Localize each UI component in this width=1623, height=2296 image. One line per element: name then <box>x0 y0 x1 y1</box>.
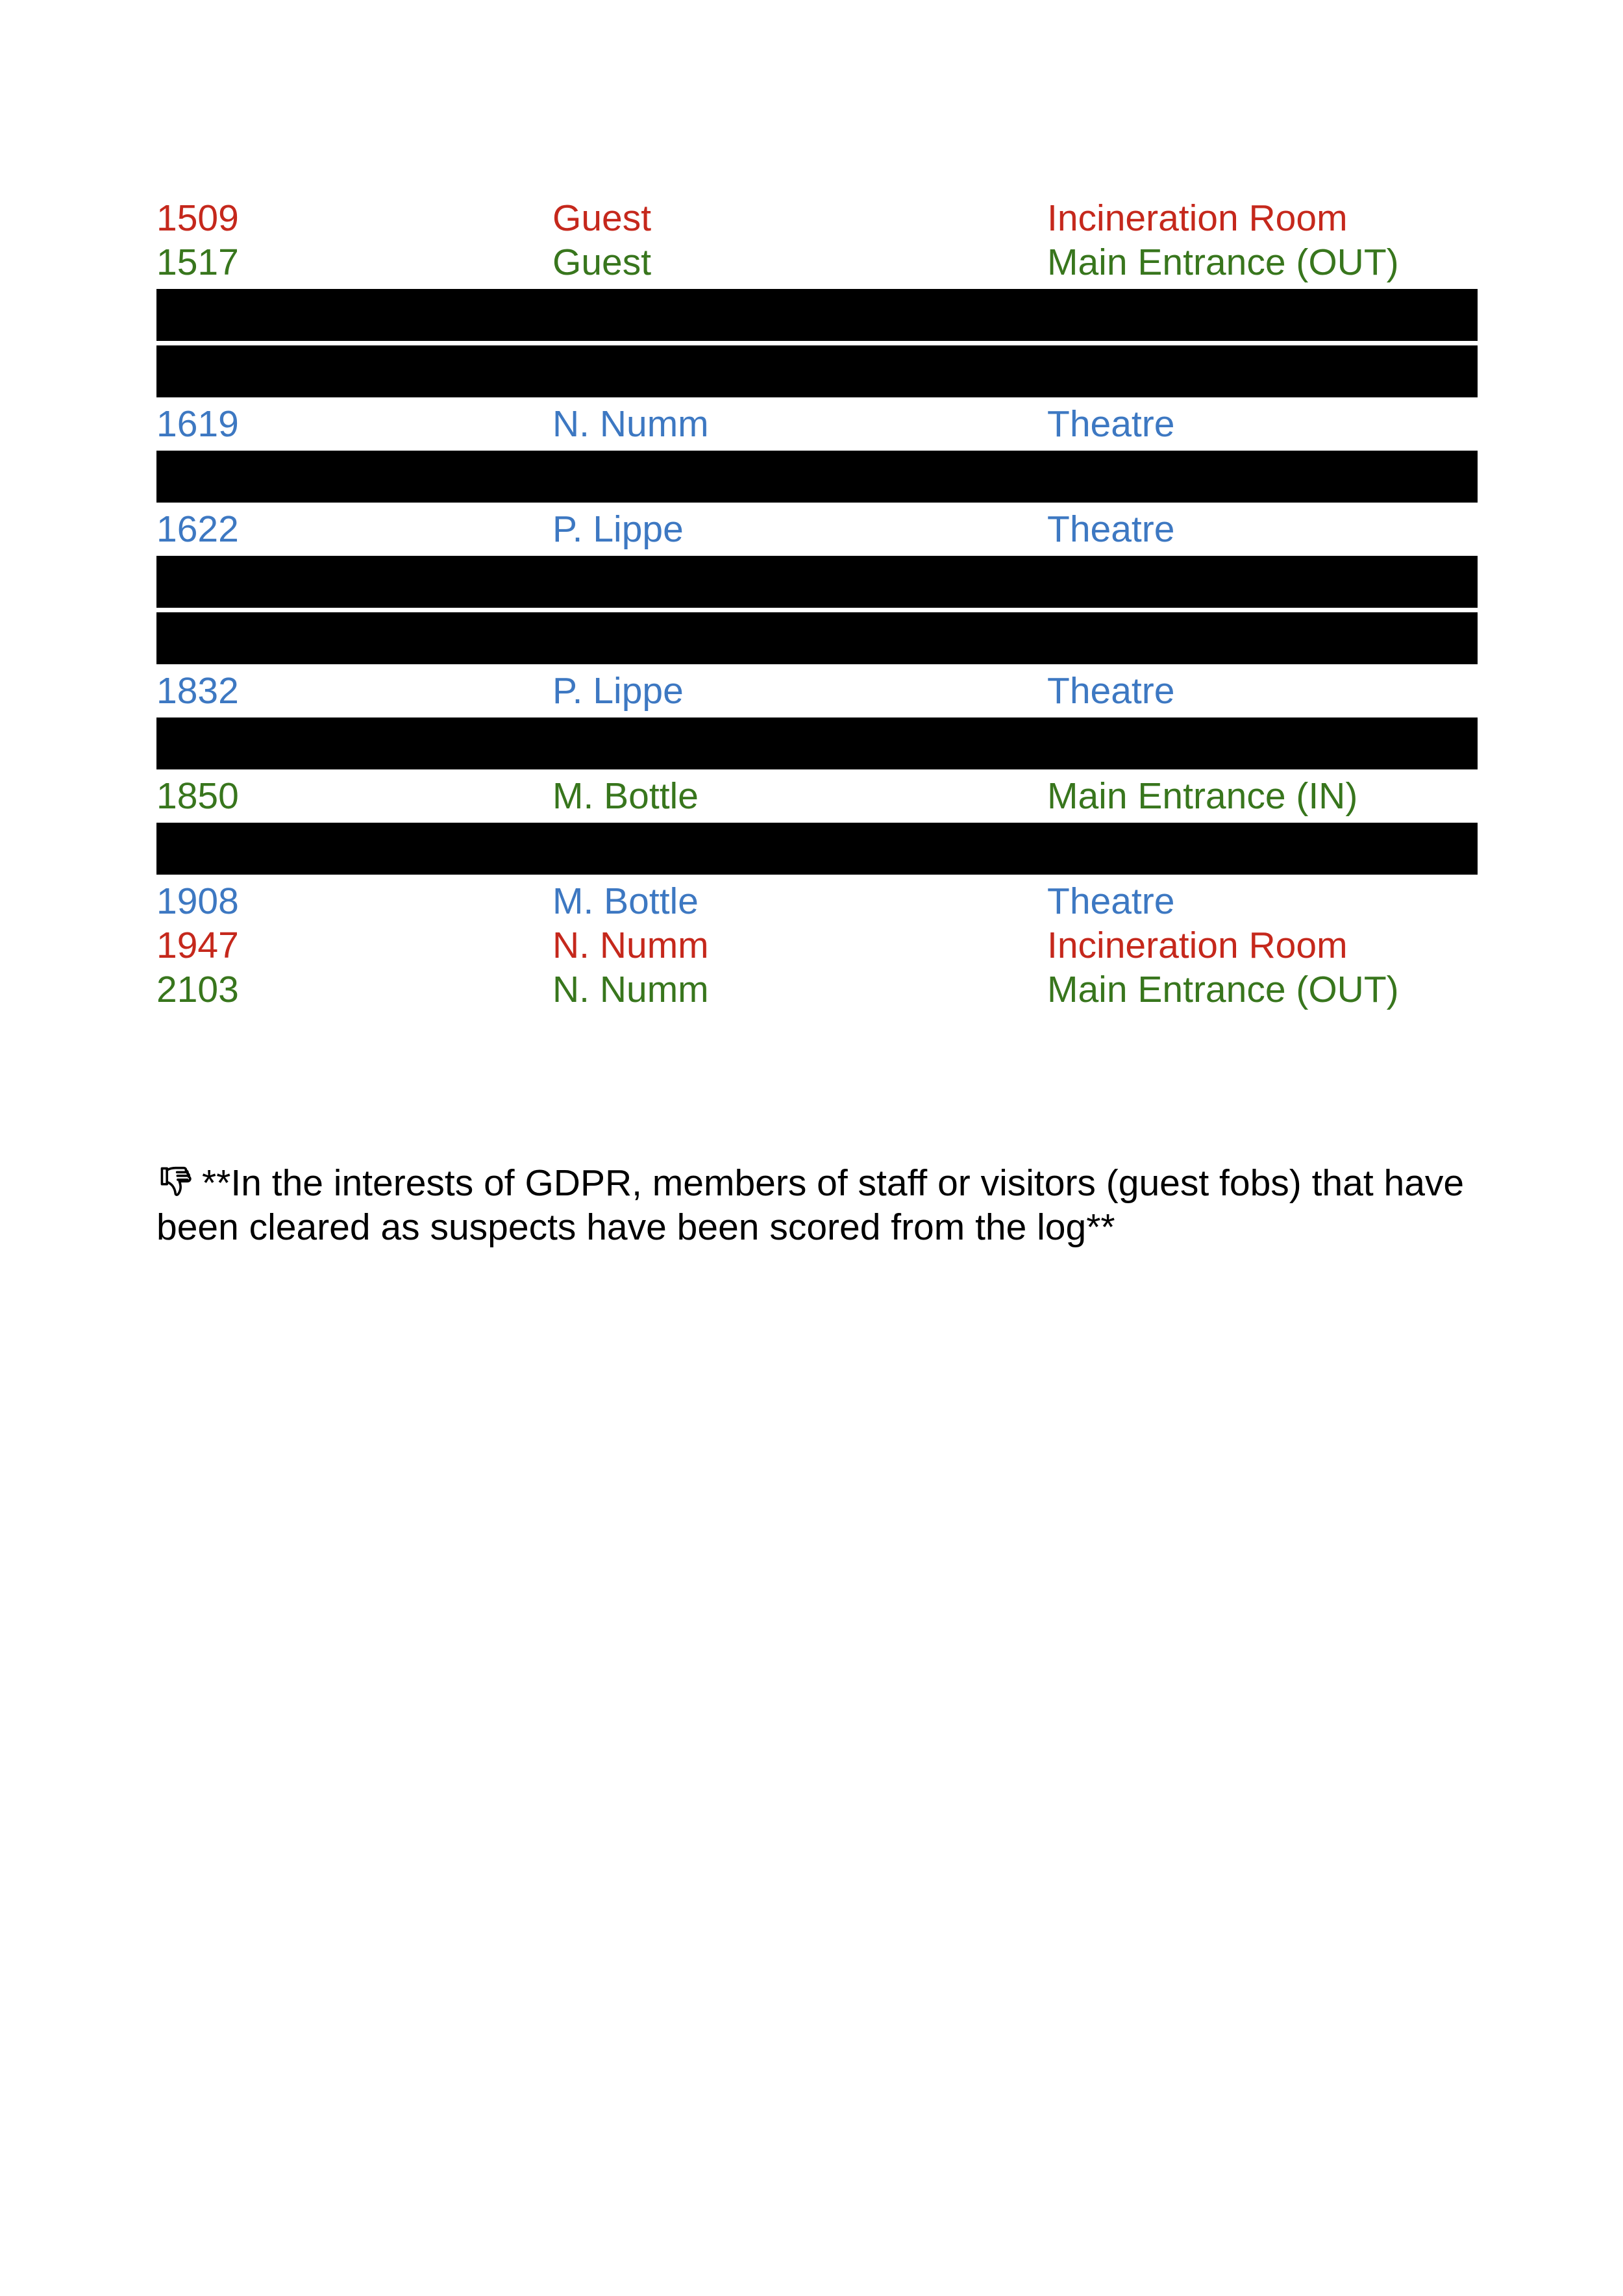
log-location: Main Entrance (OUT) <box>1047 969 1399 1010</box>
log-time: 1619 <box>156 403 239 445</box>
log-time: 1517 <box>156 242 239 283</box>
log-location: Main Entrance (OUT) <box>1047 242 1399 283</box>
log-row <box>156 507 1478 551</box>
log-name: M. Bottle <box>552 775 699 817</box>
log-name: P. Lippe <box>552 508 684 550</box>
redaction-bar <box>156 451 1478 503</box>
log-name: Guest <box>552 242 652 283</box>
log-time: 1850 <box>156 775 239 817</box>
log-location: Theatre <box>1047 670 1175 712</box>
log-location: Theatre <box>1047 403 1175 445</box>
gdpr-footnote <box>156 1161 1481 1249</box>
redaction-bar <box>156 345 1478 397</box>
log-time: 2103 <box>156 969 239 1010</box>
log-name: N. Numm <box>552 969 709 1010</box>
log-name: M. Bottle <box>552 880 699 922</box>
redaction-bar <box>156 823 1478 875</box>
log-row <box>156 923 1478 967</box>
redaction-bar <box>156 612 1478 664</box>
redaction-bar <box>156 556 1478 608</box>
log-name: N. Numm <box>552 403 709 445</box>
log-location: Main Entrance (IN) <box>1047 775 1358 817</box>
redaction-bar <box>156 289 1478 341</box>
log-time: 1622 <box>156 508 239 550</box>
log-row <box>156 879 1478 923</box>
log-location: Theatre <box>1047 880 1175 922</box>
log-time: 1908 <box>156 880 239 922</box>
log-name: P. Lippe <box>552 670 684 712</box>
log-row <box>156 669 1478 713</box>
log-location: Incineration Room <box>1047 925 1348 966</box>
log-row <box>156 774 1478 818</box>
log-row <box>156 967 1478 1012</box>
redaction-bar <box>156 718 1478 769</box>
log-row <box>156 196 1478 240</box>
log-name: Guest <box>552 197 652 239</box>
log-location: Theatre <box>1047 508 1175 550</box>
log-time: 1947 <box>156 925 239 966</box>
log-time: 1509 <box>156 197 239 239</box>
thumbs-down-icon <box>156 1163 194 1201</box>
log-time: 1832 <box>156 670 239 712</box>
log-location: Incineration Room <box>1047 197 1348 239</box>
log-row <box>156 240 1478 284</box>
access-log <box>156 196 1478 1012</box>
log-name: N. Numm <box>552 925 709 966</box>
footnote-text: **In the interests of GDPR, members of staff or visitors (guest fobs) that have been cleared as suspects have been scored from the log** <box>156 1162 1465 1248</box>
log-row <box>156 402 1478 446</box>
